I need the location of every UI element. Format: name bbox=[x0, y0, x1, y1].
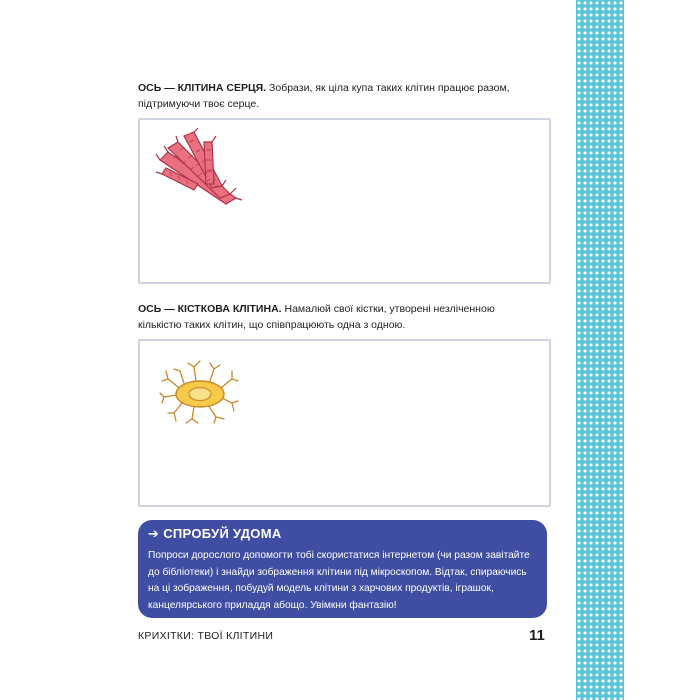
heart-cell-instruction bbox=[138, 80, 538, 112]
bone-cell-text: Намалюй свої кістки, утворені незліченною кількістю таких клітин, що співпрацюють одна з одною. bbox=[138, 303, 495, 331]
heart-cell-text: Зобрази, як ціла купа таких клітин працює разом, підтримуючи твоє серце. bbox=[138, 82, 510, 110]
page-number: 11 bbox=[529, 627, 545, 644]
bone-drawing-area[interactable] bbox=[138, 339, 551, 507]
arrow-right-icon: ➔ bbox=[148, 526, 160, 541]
heart-cell-heading: ОСЬ — КЛІТИНА СЕРЦЯ. bbox=[138, 82, 267, 94]
heart-muscle-cell-illustration bbox=[154, 128, 254, 210]
footer-book-title: КРИХІТКИ: ТВОЇ КЛІТИНИ bbox=[138, 630, 274, 642]
bone-cell-illustration bbox=[158, 359, 240, 425]
bone-cell-heading: ОСЬ — КІСТКОВА КЛІТИНА. bbox=[138, 303, 282, 315]
decorative-side-strip bbox=[576, 0, 624, 700]
try-at-home-text: Попроси дорослого допомогти тобі скористатися інтернетом (чи разом завітайте до бібліотеки) і знайди зображення клітини під мікроскопом. Відтак, спираючись на ці зображення, побудуй модель клітини з харчових продуктів, іграшок, канцелярського приладдя абощо. Увімкни фантазію! bbox=[148, 550, 530, 611]
heart-drawing-area[interactable] bbox=[138, 118, 551, 284]
bone-cell-instruction bbox=[138, 301, 528, 333]
try-at-home-title bbox=[148, 526, 282, 542]
try-at-home-title-text: СПРОБУЙ УДОМА bbox=[163, 526, 282, 541]
try-at-home-box bbox=[138, 520, 547, 618]
